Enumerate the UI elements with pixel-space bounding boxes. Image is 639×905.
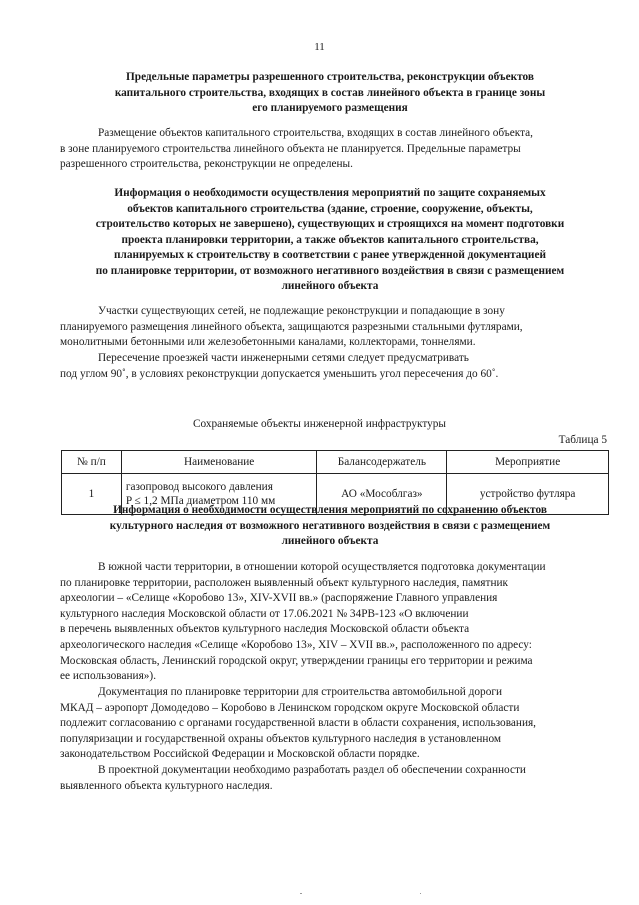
header-name: Наименование [121,451,317,474]
heading-line: культурного наследия от возможного негативного воздействия в связи с размещением [109,519,551,532]
section3-heading [50,503,610,550]
heading-line: по планировке территории, от возможного негативного воздействия в связи с размещением [95,264,565,277]
page-number: 11 [314,41,325,53]
section1-heading [50,70,610,117]
heading-line: Информация о необходимости осуществления мероприятий по защите сохраняемых [114,187,546,199]
cell-action: устройство футляра [447,474,609,515]
scan-artifact [300,893,302,894]
section3-paragraph3 [60,763,608,794]
section3-paragraph1 [60,560,608,685]
paragraph-line: под углом 90˚, в условиях реконструкции допускается уменьшить угол пересечения до 60˚. [60,367,499,380]
header-action: Мероприятие [447,451,609,474]
paragraph-line: выявленного объекта культурного наследия. [60,779,273,792]
section3-paragraph2 [60,685,608,763]
section2-heading [50,186,610,295]
cell-name-line: P ≤ 1,2 МПа диаметром 110 мм [125,495,276,507]
paragraph-line: Размещение объектов капитального строительства, входящих в состав линейного объекта, [98,127,533,139]
heading-line: линейного объекта [281,280,379,292]
paragraph-line: Документация по планировке территории для строительства автомобильной дороги [98,686,503,698]
paragraph-line: по планировке территории, расположен выявленный объект культурного наследия, памятник [60,576,509,589]
paragraph-line: подлежит согласованию с органами государственной власти в области сохранения, использования, [60,717,537,730]
paragraph-line: разрешенного строительства, реконструкции не определены. [60,158,353,171]
section1-paragraph [60,126,608,173]
paragraph-line: МКАД – аэропорт Домодедово – Коробово в Ленинском городском округе Московской области [60,701,520,714]
heading-line: его планируемого размещения [252,102,408,114]
header-num: № п/п [62,451,122,474]
heading-line: планируемых к строительству в соответствии с ранее утвержденной документацией [114,249,546,261]
paragraph-line: планируемого размещения линейного объекта, защищаются разрезными стальными футлярами, [60,320,523,333]
section2-paragraph2 [60,351,608,382]
paragraph-line: археологического наследия «Селище «Коробово 13», XIV – XVII вв.», расположенного по адресу: [60,638,532,651]
paragraph-line: популяризации и государственной охраны объектов культурного наследия в установленном [60,732,502,745]
paragraph-line: ее использования»). [60,670,157,683]
table-number: Таблица 5 [558,434,607,446]
section2-paragraph1 [60,304,608,351]
paragraph-line: законодательством Российской Федерации и Московской области порядке. [60,748,420,761]
table-caption: Сохраняемые объекты инженерной инфраструктуры [192,418,447,430]
heading-line: линейного объекта [281,535,379,547]
heading-line: капитального строительства, входящих в состав линейного объекта в границе зоны [114,86,546,99]
paragraph-line: Участки существующих сетей, не подлежащие реконструкции и попадающие в зону [98,305,505,317]
heading-line: объектов капитального строительства (здание, строение, сооружение, объекты, [127,202,533,215]
paragraph-line: монолитными бетонными или железобетонными каналами, коллекторами, тоннелями. [60,336,476,349]
heading-line: Информация о необходимости осуществления мероприятий по сохранению объектов [113,504,547,516]
heading-line: проекта планировки территории, а также объектов капитального строительства, [121,233,539,246]
paragraph-line: Пересечение проезжей части инженерными сетями следует предусматривать [98,352,469,364]
paragraph-line: в зоне планируемого строительства линейного объекта не планируется. Предельные параметры [60,142,521,155]
cell-num: 1 [62,474,122,515]
paragraph-line: археологии – «Селище «Коробово 13», XIV-XVII вв.» (распоряжение Главного управления [60,592,498,605]
heading-line: строительство которых не завершено), существующих и строящихся на момент подготовки [95,218,565,230]
paragraph-line: в перечень выявленных объектов культурного наследия Московской области объекта [60,623,470,636]
paragraph-line: культурного наследия Московской области от 17.06.2021 № 34РВ-123 «О включении [60,607,469,620]
table-header-row [62,451,609,474]
paragraph-line: В проектной документации необходимо разработать раздел об обеспечении сохранности [98,764,526,776]
scan-artifact [420,893,421,894]
header-holder: Балансодержатель [317,451,447,474]
cell-holder: АО «Мособлгаз» [317,474,447,515]
paragraph-line: Московская область, Ленинский городской округ, утверждении границы его территории и режима [60,654,533,667]
paragraph-line: В южной части территории, в отношении которой осуществляется подготовка документации [98,561,546,573]
cell-name-line: газопровод высокого давления [125,481,273,493]
heading-line: Предельные параметры разрешенного строительства, реконструкции объектов [126,71,534,83]
